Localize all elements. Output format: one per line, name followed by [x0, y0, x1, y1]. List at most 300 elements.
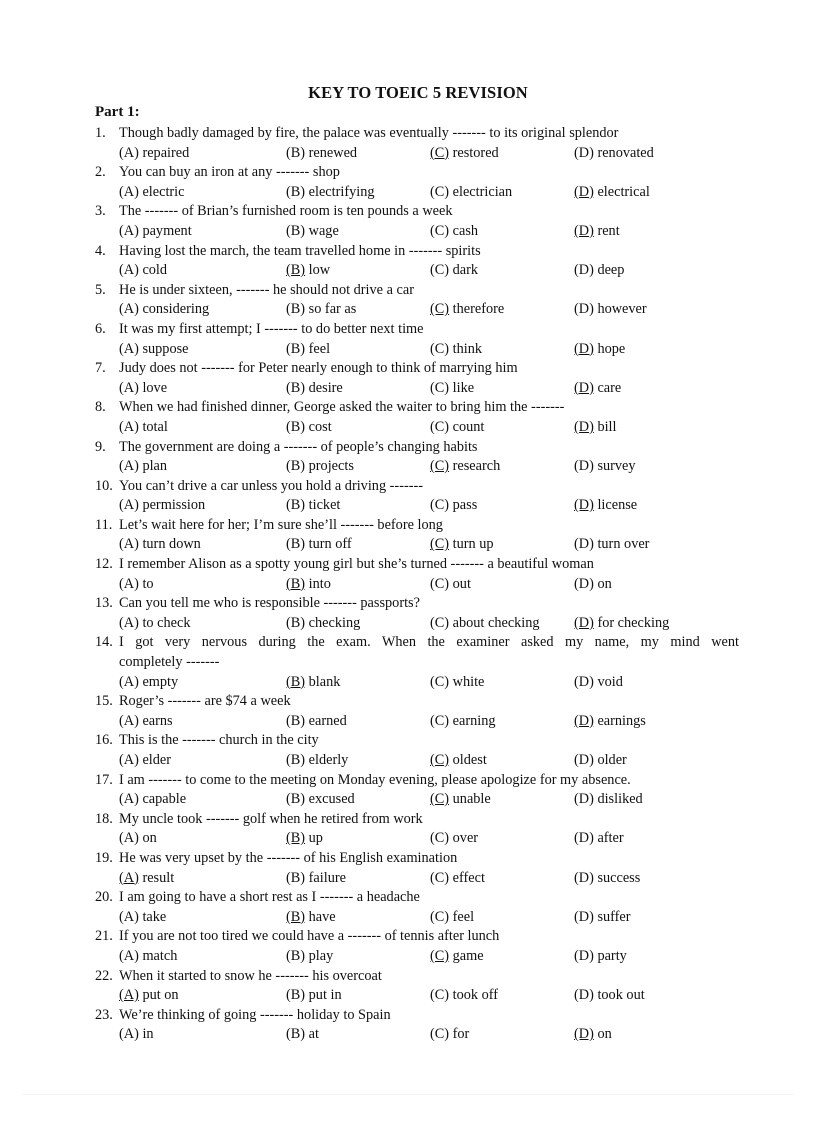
option-text: party: [597, 947, 627, 964]
question-line: [95, 398, 755, 418]
option-text: like: [452, 379, 475, 396]
correct-answer-letter: (C): [430, 536, 450, 553]
answer-option: [286, 751, 348, 771]
answer-option: [574, 751, 627, 771]
answer-option: [286, 261, 330, 281]
question-text: I am going to have a short rest as I ------- a headache: [119, 889, 420, 906]
answer-option: [119, 712, 173, 732]
question-item: [95, 555, 755, 594]
answer-option: [430, 535, 494, 555]
option-text: have: [308, 908, 336, 925]
option-text: earns: [142, 712, 173, 729]
correct-answer-letter: (D): [574, 340, 594, 357]
question-line: [95, 555, 755, 575]
answer-options: [95, 614, 755, 634]
option-letter: (A): [119, 712, 139, 729]
question-item: [95, 1006, 755, 1045]
question-text: Roger’s ------- are $74 a week: [119, 693, 291, 710]
question-line: [95, 516, 755, 536]
option-text: permission: [142, 497, 206, 514]
question-number: 6.: [95, 320, 106, 337]
option-letter: (D): [574, 575, 594, 592]
option-text: love: [142, 379, 168, 396]
option-text: license: [597, 497, 638, 514]
answer-option: [119, 829, 157, 849]
option-text: suffer: [597, 908, 631, 925]
option-text: electrician: [452, 183, 513, 200]
part-heading: Part 1:: [95, 104, 140, 120]
answer-option: [430, 379, 474, 399]
answer-options: [95, 300, 755, 320]
question-text: Judy does not ------- for Peter nearly enough to think of marrying him: [119, 360, 518, 377]
option-text: after: [597, 830, 624, 847]
option-letter: (C): [430, 987, 450, 1004]
option-text: turn over: [597, 536, 650, 553]
answer-option: [430, 829, 478, 849]
option-text: renovated: [597, 144, 654, 161]
option-letter: (A): [119, 144, 139, 161]
option-text: considering: [142, 301, 210, 318]
option-letter: (B): [286, 183, 306, 200]
question-item: [95, 438, 755, 477]
option-text: however: [597, 301, 647, 318]
question-text: Can you tell me who is responsible ------- passports?: [119, 595, 420, 612]
question-line: [95, 124, 755, 144]
question-item: [95, 124, 755, 163]
option-text: blank: [308, 673, 341, 690]
option-text: survey: [597, 458, 636, 475]
option-text: in: [142, 1026, 154, 1043]
option-text: cost: [308, 418, 332, 435]
option-text: game: [452, 947, 484, 964]
option-text: up: [308, 830, 323, 847]
answer-options: [95, 947, 755, 967]
question-number: 19.: [95, 849, 113, 866]
option-text: earned: [308, 712, 347, 729]
answer-option: [286, 1025, 319, 1045]
option-letter: (A): [119, 575, 139, 592]
question-number: 2.: [95, 164, 106, 181]
question-text: Though badly damaged by fire, the palace was eventually ------- to its original splendor: [119, 125, 619, 141]
answer-option: [119, 908, 166, 928]
option-letter: (A): [119, 497, 139, 514]
question-number: 5.: [95, 281, 106, 298]
option-text: result: [142, 869, 175, 886]
correct-answer-letter: (D): [574, 379, 594, 396]
answer-option: [119, 947, 177, 967]
answer-option: [430, 947, 484, 967]
answer-options: [95, 261, 755, 281]
answer-option: [574, 673, 623, 693]
answer-options: [95, 457, 755, 477]
question-text: He is under sixteen, ------- he should not drive a car: [119, 281, 414, 298]
answer-option: [574, 908, 631, 928]
answer-options: [95, 790, 755, 810]
answer-options: [95, 751, 755, 771]
question-item: [95, 633, 755, 692]
option-letter: (D): [574, 947, 594, 964]
correct-answer-letter: (C): [430, 752, 450, 768]
question-text: It was my first attempt; I ------- to do better next time: [119, 320, 424, 337]
correct-answer-letter: (A): [119, 869, 139, 886]
question-line: [95, 888, 755, 908]
correct-answer-letter: (D): [574, 183, 594, 200]
correct-answer-letter: (D): [574, 712, 594, 729]
option-text: unable: [452, 791, 491, 808]
option-letter: (D): [574, 458, 594, 475]
question-text: When we had finished dinner, George asked the waiter to bring him the -------: [119, 399, 565, 416]
answer-option: [119, 496, 205, 516]
option-text: electric: [142, 183, 185, 200]
option-text: electrical: [597, 183, 650, 200]
answer-option: [430, 575, 471, 595]
option-letter: (B): [286, 379, 306, 396]
answer-option: [119, 144, 189, 164]
option-letter: (A): [119, 908, 139, 925]
correct-answer-letter: (C): [430, 301, 450, 318]
question-text-continued: completely -------: [119, 654, 220, 671]
correct-answer-letter: (C): [430, 791, 450, 808]
answer-option: [119, 790, 186, 810]
question-item: [95, 967, 755, 1006]
option-text: put on: [142, 987, 179, 1004]
answer-options: [95, 340, 755, 360]
question-line: [95, 163, 755, 183]
answer-option: [430, 457, 500, 477]
option-letter: (B): [286, 752, 306, 768]
option-text: desire: [308, 379, 343, 396]
question-number: 20.: [95, 889, 113, 906]
option-letter: (A): [119, 673, 139, 690]
option-text: to: [142, 575, 154, 592]
option-text: capable: [142, 791, 187, 808]
question-number: 13.: [95, 595, 113, 612]
question-number: 21.: [95, 928, 113, 945]
option-text: research: [452, 458, 501, 475]
answer-option: [430, 222, 478, 242]
answer-options: [95, 829, 755, 849]
correct-answer-letter: (C): [430, 947, 450, 964]
correct-answer-letter: (D): [574, 222, 594, 239]
question-number: 15.: [95, 693, 113, 710]
question-line: [95, 359, 755, 379]
answer-options: [95, 379, 755, 399]
question-line: [95, 281, 755, 301]
answer-options: [95, 496, 755, 516]
correct-answer-letter: (D): [574, 614, 594, 631]
option-text: success: [597, 869, 641, 886]
option-letter: (A): [119, 830, 139, 847]
option-text: checking: [308, 614, 361, 631]
question-text: I got very nervous during the exam. When the examiner asked my name, my mind went: [119, 634, 739, 651]
answer-option: [119, 300, 209, 320]
answer-option: [286, 673, 340, 693]
answer-option: [119, 340, 189, 360]
option-letter: (C): [430, 497, 450, 514]
option-letter: (A): [119, 183, 139, 200]
option-letter: (B): [286, 144, 306, 161]
answer-option: [574, 1025, 612, 1045]
question-line: [95, 849, 755, 869]
question-number: 1.: [95, 125, 106, 141]
answer-option: [286, 379, 343, 399]
question-item: [95, 516, 755, 555]
answer-option: [430, 496, 477, 516]
answer-option: [119, 418, 168, 438]
option-letter: (C): [430, 712, 450, 729]
answer-option: [286, 829, 323, 849]
answer-option: [574, 829, 624, 849]
option-text: on: [142, 830, 157, 847]
option-letter: (C): [430, 614, 450, 631]
option-letter: (B): [286, 222, 306, 239]
question-item: [95, 771, 755, 810]
answer-option: [119, 222, 192, 242]
question-line: [95, 927, 755, 947]
answer-option: [286, 300, 356, 320]
option-text: restored: [452, 144, 499, 161]
option-letter: (C): [430, 183, 450, 200]
question-item: [95, 692, 755, 731]
correct-answer-letter: (B): [286, 908, 306, 925]
option-letter: (C): [430, 1026, 450, 1043]
option-letter: (A): [119, 1026, 139, 1043]
option-text: care: [597, 379, 622, 396]
question-text: My uncle took ------- golf when he retired from work: [119, 810, 423, 827]
answer-option: [574, 869, 640, 889]
option-text: cash: [452, 222, 479, 239]
option-text: think: [452, 340, 483, 357]
answer-options: [95, 869, 755, 889]
correct-answer-letter: (B): [286, 673, 306, 690]
answer-option: [430, 144, 499, 164]
option-letter: (C): [430, 908, 450, 925]
option-text: repaired: [142, 144, 190, 161]
answer-option: [574, 986, 645, 1006]
option-text: oldest: [452, 752, 487, 768]
answer-option: [119, 535, 201, 555]
correct-answer-letter: (B): [286, 575, 306, 592]
option-text: wage: [308, 222, 339, 239]
option-letter: (D): [574, 752, 594, 768]
answer-option: [119, 1025, 154, 1045]
question-line: [95, 731, 755, 751]
question-item: [95, 320, 755, 359]
question-line: [95, 1006, 755, 1026]
question-number: 10.: [95, 477, 113, 494]
question-text: When it started to snow he ------- his overcoat: [119, 967, 382, 984]
answer-options: [95, 986, 755, 1006]
question-item: [95, 477, 755, 516]
answer-option: [286, 614, 360, 634]
option-text: payment: [142, 222, 192, 239]
option-letter: (B): [286, 987, 306, 1004]
option-text: elderly: [308, 752, 349, 768]
answer-option: [119, 869, 174, 889]
answer-option: [574, 379, 621, 399]
option-text: for: [452, 1026, 470, 1043]
question-number: 12.: [95, 556, 113, 573]
question-text: The ------- of Brian’s furnished room is ten pounds a week: [119, 203, 453, 220]
option-letter: (A): [119, 340, 139, 357]
answer-option: [430, 986, 498, 1006]
answer-option: [430, 1025, 469, 1045]
option-letter: (A): [119, 458, 139, 475]
answer-options: [95, 1025, 755, 1045]
question-number: 23.: [95, 1006, 113, 1023]
option-text: electrifying: [308, 183, 375, 200]
answer-option: [119, 457, 167, 477]
option-text: low: [308, 262, 331, 279]
option-text: empty: [142, 673, 179, 690]
option-letter: (B): [286, 1026, 306, 1043]
question-line: [95, 202, 755, 222]
answer-option: [286, 986, 342, 1006]
answer-option: [119, 673, 178, 693]
question-item: [95, 281, 755, 320]
answer-option: [286, 457, 354, 477]
option-letter: (C): [430, 830, 450, 847]
option-text: excused: [308, 791, 355, 808]
question-line: [95, 477, 755, 497]
option-text: failure: [308, 869, 346, 886]
option-text: turn down: [142, 536, 201, 553]
question-item: [95, 810, 755, 849]
option-text: elder: [142, 752, 172, 768]
option-text: renewed: [308, 144, 358, 161]
option-letter: (B): [286, 791, 306, 808]
answer-options: [95, 673, 755, 693]
option-letter: (A): [119, 379, 139, 396]
question-number: 16.: [95, 732, 113, 749]
option-text: earning: [452, 712, 496, 729]
option-text: turn off: [308, 536, 352, 553]
option-letter: (B): [286, 536, 306, 553]
option-text: pass: [452, 497, 478, 514]
answer-option: [119, 261, 167, 281]
question-text: Having lost the march, the team travelled home in ------- spirits: [119, 242, 481, 259]
answer-options: [95, 575, 755, 595]
question-line: [95, 692, 755, 712]
option-letter: (A): [119, 301, 139, 318]
option-letter: (D): [574, 830, 594, 847]
question-number: 8.: [95, 399, 106, 416]
question-list: [95, 124, 755, 1045]
page-title: KEY TO TOEIC 5 REVISION: [308, 83, 528, 102]
option-text: therefore: [452, 301, 505, 318]
option-text: about checking: [452, 614, 540, 631]
question-text: You can buy an iron at any ------- shop: [119, 164, 340, 181]
option-letter: (A): [119, 222, 139, 239]
option-letter: (C): [430, 575, 450, 592]
answer-option: [430, 869, 485, 889]
answer-option: [574, 418, 617, 438]
answer-option: [574, 535, 649, 555]
answer-option: [286, 908, 336, 928]
option-letter: (C): [430, 222, 450, 239]
option-text: so far as: [308, 301, 357, 318]
question-line-continued: [95, 653, 755, 673]
option-letter: (B): [286, 869, 306, 886]
option-text: projects: [308, 458, 354, 475]
question-number: 18.: [95, 810, 113, 827]
answer-option: [286, 222, 339, 242]
answer-option: [430, 340, 482, 360]
option-text: total: [142, 418, 168, 435]
answer-option: [574, 496, 637, 516]
option-text: took off: [452, 987, 499, 1004]
question-item: [95, 359, 755, 398]
question-number: 3.: [95, 203, 106, 220]
answer-option: [286, 418, 332, 438]
answer-option: [430, 261, 478, 281]
question-line: [95, 320, 755, 340]
question-number: 9.: [95, 438, 106, 455]
correct-answer-letter: (D): [574, 497, 594, 514]
question-number: 14.: [95, 634, 113, 651]
option-text: turn up: [452, 536, 494, 553]
option-text: count: [452, 418, 485, 435]
option-letter: (A): [119, 418, 139, 435]
question-line: [95, 594, 755, 614]
option-letter: (B): [286, 947, 306, 964]
question-text: I remember Alison as a spotty young girl but she’s turned ------- a beautiful woman: [119, 556, 594, 573]
answer-option: [119, 751, 171, 771]
answer-options: [95, 222, 755, 242]
question-number: 11.: [95, 516, 113, 533]
answer-option: [574, 712, 646, 732]
answer-option: [119, 575, 154, 595]
answer-option: [574, 183, 650, 203]
question-item: [95, 163, 755, 202]
option-letter: (A): [119, 262, 139, 279]
answer-option: [574, 457, 636, 477]
option-text: earnings: [597, 712, 646, 729]
option-text: deep: [597, 262, 625, 279]
question-text: I am ------- to come to the meeting on Monday evening, please apologize for my absence.: [119, 771, 631, 788]
answer-option: [286, 144, 357, 164]
question-item: [95, 398, 755, 437]
answer-options: [95, 712, 755, 732]
answer-option: [574, 575, 612, 595]
option-text: over: [452, 830, 479, 847]
option-letter: (A): [119, 791, 139, 808]
option-text: disliked: [597, 791, 643, 808]
option-text: void: [597, 673, 623, 690]
option-text: plan: [142, 458, 168, 475]
answer-option: [574, 300, 647, 320]
option-text: cold: [142, 262, 168, 279]
option-letter: (D): [574, 673, 594, 690]
answer-option: [286, 496, 340, 516]
question-text: This is the ------- church in the city: [119, 732, 319, 749]
option-letter: (C): [430, 340, 450, 357]
option-letter: (B): [286, 301, 306, 318]
answer-option: [430, 712, 496, 732]
answer-option: [430, 673, 484, 693]
option-text: feel: [308, 340, 331, 357]
option-text: take: [142, 908, 167, 925]
correct-answer-letter: (C): [430, 458, 450, 475]
answer-option: [430, 418, 484, 438]
option-letter: (B): [286, 418, 306, 435]
question-number: 4.: [95, 242, 106, 259]
question-number: 22.: [95, 967, 113, 984]
question-line: [95, 633, 755, 653]
question-line: [95, 242, 755, 262]
answer-options: [95, 535, 755, 555]
question-text: Let’s wait here for her; I’m sure she’ll ------- before long: [119, 516, 443, 533]
